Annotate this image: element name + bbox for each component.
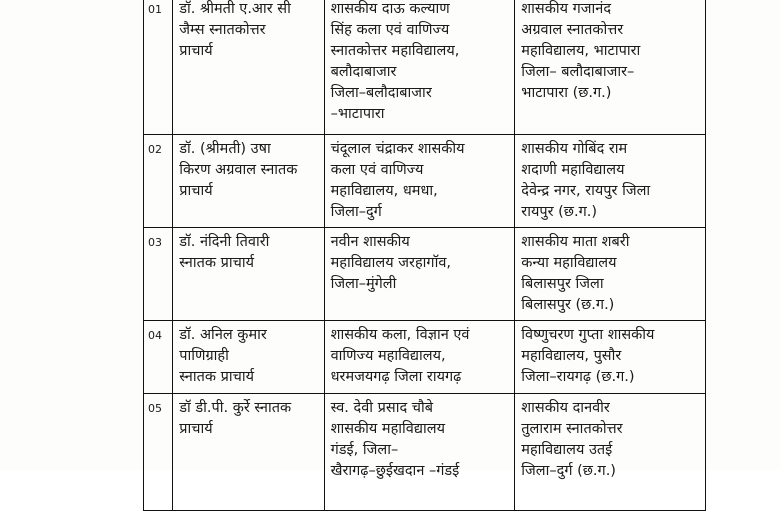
serial-number-cell: 04 — [144, 321, 173, 394]
table-row — [144, 0, 706, 135]
posted-college-cell: शासकीय गोबिंद राम शदाणी महाविद्यालय देवेन्द्र नगर, रायपुर जिला रायपुर (छ.ग.) — [515, 135, 706, 228]
serial-number-cell: 02 — [144, 135, 173, 228]
table-row — [144, 135, 706, 228]
principal-name-cell: डॉ डी.पी. कुर्रे स्नातक प्राचार्य — [173, 394, 324, 511]
posted-college-cell: शासकीय गजानंद अग्रवाल स्नातकोत्तर महाविद्यालय, भाटापारा जिला– बलौदाबाजार– भाटापारा (छ.ग.) — [515, 0, 706, 135]
table-row — [144, 321, 706, 394]
serial-number-cell: 05 — [144, 394, 173, 511]
current-college-cell: शासकीय कला, विज्ञान एवं वाणिज्य महाविद्यालय, धरमजयगढ़ जिला रायगढ़ — [324, 321, 515, 394]
current-college-cell: शासकीय दाऊ कल्याण सिंह कला एवं वाणिज्य स्नातकोत्तर महाविद्यालय, बलौदाबाजार जिला–बलौदाबाजार –भाटापारा — [324, 0, 515, 135]
serial-number-cell: 03 — [144, 228, 173, 321]
current-college-cell: नवीन शासकीय महाविद्यालय जरहागॉव, जिला–मुंगेली — [324, 228, 515, 321]
principal-name-cell: डॉ. नंदिनी तिवारी स्नातक प्राचार्य — [173, 228, 324, 321]
posted-college-cell: विष्णुचरण गुप्ता शासकीय महाविद्यालय, पुसौर जिला–रायगढ़ (छ.ग.) — [515, 321, 706, 394]
current-college-cell: स्व. देवी प्रसाद चौबे शासकीय महाविद्यालय गंडई, जिला– खैरागढ़–छुईखदान –गंडई — [324, 394, 515, 511]
posted-college-cell: शासकीय माता शबरी कन्या महाविद्यालय बिलासपुर जिला बिलासपुर (छ.ग.) — [515, 228, 706, 321]
principal-transfer-table — [143, 0, 706, 511]
principal-name-cell: डॉ. अनिल कुमार पाणिग्राही स्नातक प्राचार्य — [173, 321, 324, 394]
serial-number-cell: 01 — [144, 0, 173, 135]
principal-name-cell: डॉ. (श्रीमती) उषा किरण अग्रवाल स्नातक प्राचार्य — [173, 135, 324, 228]
posted-college-cell: शासकीय दानवीर तुलाराम स्नातकोत्तर महाविद्यालय उतई जिला–दुर्ग (छ.ग.) — [515, 394, 706, 511]
table-row — [144, 394, 706, 511]
table-row — [144, 228, 706, 321]
principal-name-cell: डॉ. श्रीमती ए.आर सी जैम्स स्नातकोत्तर प्राचार्य — [173, 0, 324, 135]
current-college-cell: चंदूलाल चंद्राकर शासकीय कला एवं वाणिज्य महाविद्यालय, धमधा, जिला–दुर्ग — [324, 135, 515, 228]
